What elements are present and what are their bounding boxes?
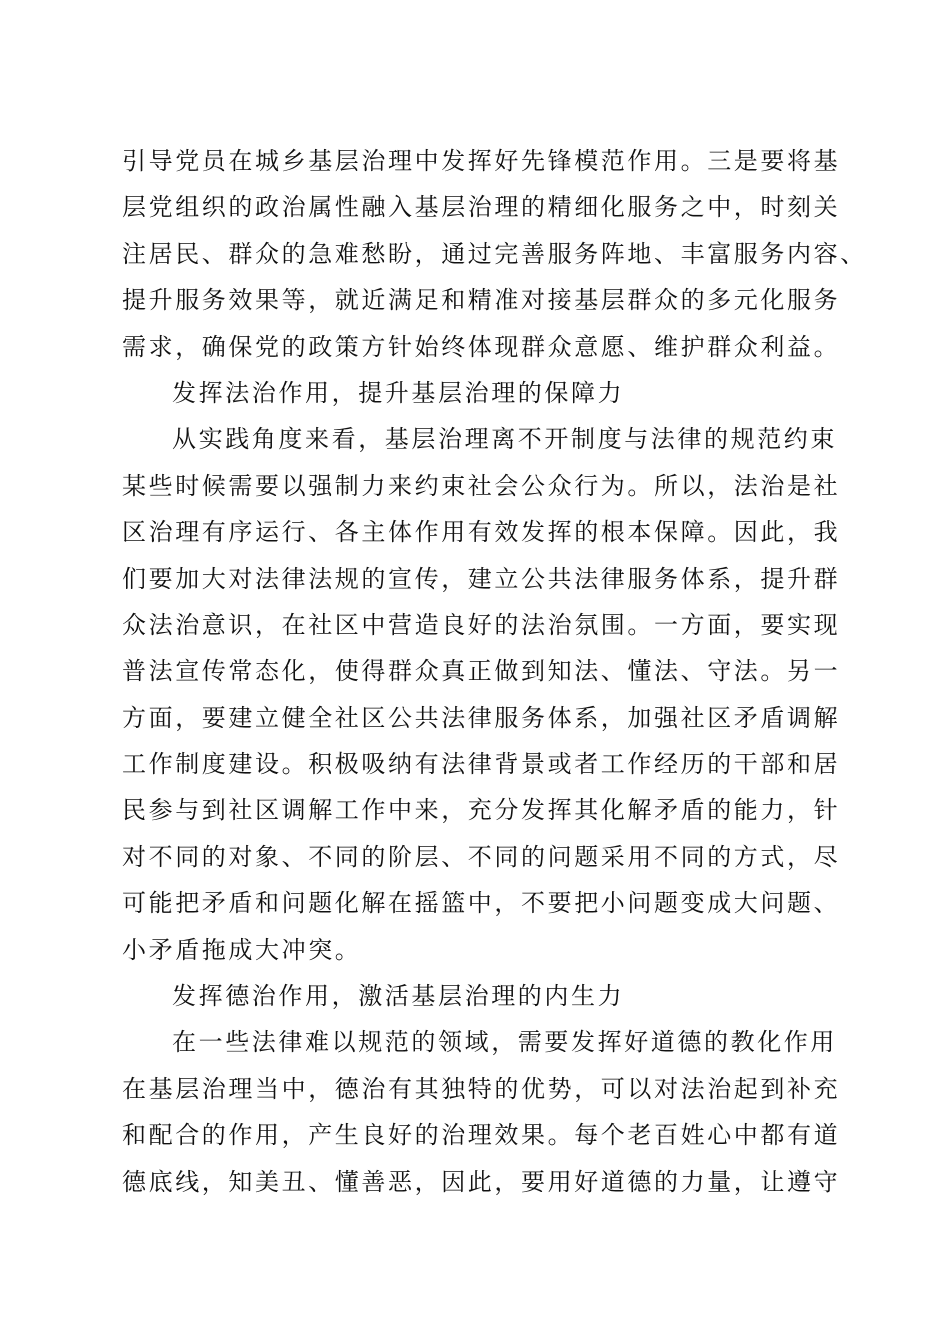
body-line: 方面，要建立健全社区公共法律服务体系，加强社区矛盾调解 xyxy=(122,703,841,732)
body-line: 某些时候需要以强制力来约束社会公众行为。所以，法治是社 xyxy=(122,471,841,500)
paragraph-first-line: 从实践角度来看，基层治理离不开制度与法律的规范约束 xyxy=(172,425,837,454)
section-heading-rule-of-virtue: 发挥德治作用，激活基层治理的内生力 xyxy=(172,982,625,1011)
body-line: 德底线，知美丑、懂善恶，因此，要用好道德的力量，让遵守 xyxy=(122,1167,841,1196)
body-line: 们要加大对法律法规的宣传，建立公共法律服务体系，提升群 xyxy=(122,564,841,593)
document-body xyxy=(122,138,867,1205)
body-line: 区治理有序运行、各主体作用有效发挥的根本保障。因此，我 xyxy=(122,518,841,547)
body-line: 工作制度建设。积极吸纳有法律背景或者工作经历的干部和居 xyxy=(122,750,841,779)
body-line: 民参与到社区调解工作中来，充分发挥其化解矛盾的能力，针 xyxy=(122,796,841,825)
body-line: 提升服务效果等，就近满足和精准对接基层群众的多元化服务 xyxy=(122,286,841,315)
body-line: 和配合的作用，产生良好的治理效果。每个老百姓心中都有道 xyxy=(122,1121,841,1150)
body-line: 引导党员在城乡基层治理中发挥好先锋模范作用。三是要将基 xyxy=(122,147,841,175)
body-line: 小矛盾拖成大冲突。 xyxy=(122,935,362,964)
body-line: 注居民、群众的急难愁盼，通过完善服务阵地、丰富服务内容、 xyxy=(122,239,867,268)
body-line: 众法治意识，在社区中营造良好的法治氛围。一方面，要实现 xyxy=(122,610,841,639)
body-line: 在基层治理当中，德治有其独特的优势，可以对法治起到补充 xyxy=(122,1074,841,1103)
body-line: 层党组织的政治属性融入基层治理的精细化服务之中，时刻关 xyxy=(122,193,841,222)
body-line: 普法宣传常态化，使得群众真正做到知法、懂法、守法。另一 xyxy=(122,657,841,686)
section-heading-rule-of-law: 发挥法治作用，提升基层治理的保障力 xyxy=(172,378,625,407)
body-line: 对不同的对象、不同的阶层、不同的问题采用不同的方式，尽 xyxy=(122,842,841,871)
paragraph-first-line: 在一些法律难以规范的领域，需要发挥好道德的教化作用 xyxy=(172,1028,837,1057)
body-line: 可能把矛盾和问题化解在摇篮中，不要把小问题变成大问题、 xyxy=(122,889,841,918)
body-line: 需求，确保党的政策方针始终体现群众意愿、维护群众利益。 xyxy=(122,332,841,361)
